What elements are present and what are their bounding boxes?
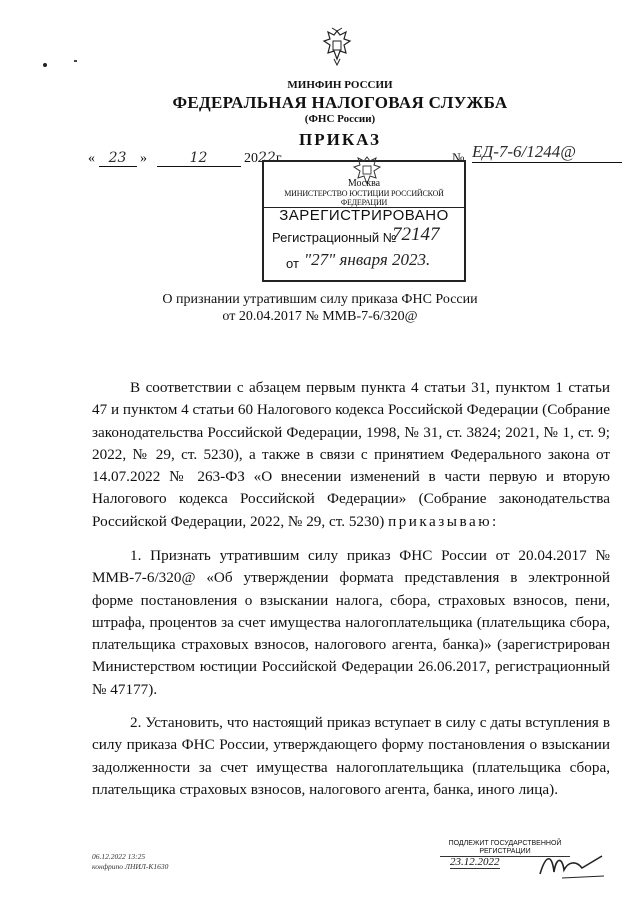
stamp-registered: ЗАРЕГИСТРИРОВАНО [279, 207, 449, 224]
item-2-paragraph [92, 712, 610, 801]
document-type: ПРИКАЗ [299, 130, 381, 149]
quote-close: » [140, 151, 147, 166]
number-sign: № [452, 150, 465, 165]
item-1-text: 1. Признать утратившим силу приказ ФНС России от 20.04.2017 № ММВ-7-6/320@ «Об утверждении формата представления в электронной форме постановления о взыскании налога, сбора, страховых взносов, пени, штрафа, процентов за счет имущества налогоплательщика (плательщика сбора, плательщика страховых взносов, налогового агента, банка)» (зарегистрирован Министерством юстиции Российской Федерации 26.06.2017, регистрационный № 47177). [92, 547, 610, 698]
footer-filename: конфрипо ЛНИЛ-К1630 [92, 862, 169, 871]
coat-of-arms-icon [322, 27, 352, 67]
scan-speck [43, 63, 47, 67]
order-year-unit: г. [275, 151, 284, 166]
preamble-paragraph [92, 377, 610, 533]
stamp-ministry: МИНИСТЕРСТВО ЮСТИЦИИ РОССИЙСКОЙ ФЕДЕРАЦИИ [264, 189, 464, 208]
signature-icon [532, 848, 612, 884]
order-date [88, 150, 284, 167]
stamp-city: Москва [347, 178, 381, 189]
document-subject [0, 291, 640, 325]
item-1-paragraph [92, 545, 610, 701]
footer-meta [92, 852, 168, 872]
ministry-title: МИНФИН РОССИИ [287, 79, 393, 91]
stamp-reg-number-label: Регистрационный № [272, 230, 397, 245]
order-year-suffix: 22 [258, 150, 276, 166]
stamp-date: "27" января 2023. [304, 250, 431, 269]
state-registration-stamp [440, 840, 615, 888]
order-month: 12 [157, 150, 241, 167]
footer-stamp-title: ПОДЛЕЖИТ ГОСУДАРСТВЕННОЙ РЕГИСТРАЦИИ [440, 840, 570, 857]
stamp-reg-number: 72147 [392, 224, 440, 245]
footer-stamp-date: 23.12.2022 [450, 856, 500, 868]
registration-stamp [262, 160, 466, 282]
preamble-text: В соответствии с абзацем первым пункта 4 статьи 31, пунктом 1 статьи 47 и пунктом 4 статьи 60 Налогового кодекса Российской Федерации (Собрание законодательства Российской Федерации, 1998, № 31, ст. 3824; 2021, № 1, ст. 9; 2022, № 29, ст. 5230), а также в связи с принятием Федерального закона от 14.07.2022 № 263-ФЗ «О внесении изменений в части первую и вторую Налогового кодекса Российской Федерации» (Собрание законодательства Российской Федерации, 2022, № 29, ст. 5230) [92, 379, 610, 530]
quote-open: « [88, 151, 95, 166]
order-word: приказываю: [388, 512, 499, 530]
subject-line-2: от 20.04.2017 № ММВ-7-6/320@ [222, 309, 418, 324]
footer-timestamp: 06.12.2022 13:25 [92, 852, 146, 861]
scan-speck [74, 60, 77, 62]
subject-line-1: О признании утратившим силу приказа ФНС России [162, 292, 478, 307]
order-day: 23 [99, 150, 137, 167]
item-2-text: 2. Установить, что настоящий приказ вступает в силу с даты вступления в силу приказа ФНС России, утверждающего форму постановления о взыскании задолженности за счет имущества налогоплательщика (плательщика сбора, плательщика страховых взносов, налогового агента, банка, иного лица). [92, 714, 610, 798]
stamp-from-label: от [286, 256, 299, 271]
service-short-title: (ФНС России) [304, 113, 376, 125]
service-title: ФЕДЕРАЛЬНАЯ НАЛОГОВАЯ СЛУЖБА [172, 93, 508, 112]
order-number: ЕД-7-6/1244@ [472, 142, 622, 163]
order-year-prefix: 20 [244, 151, 258, 166]
